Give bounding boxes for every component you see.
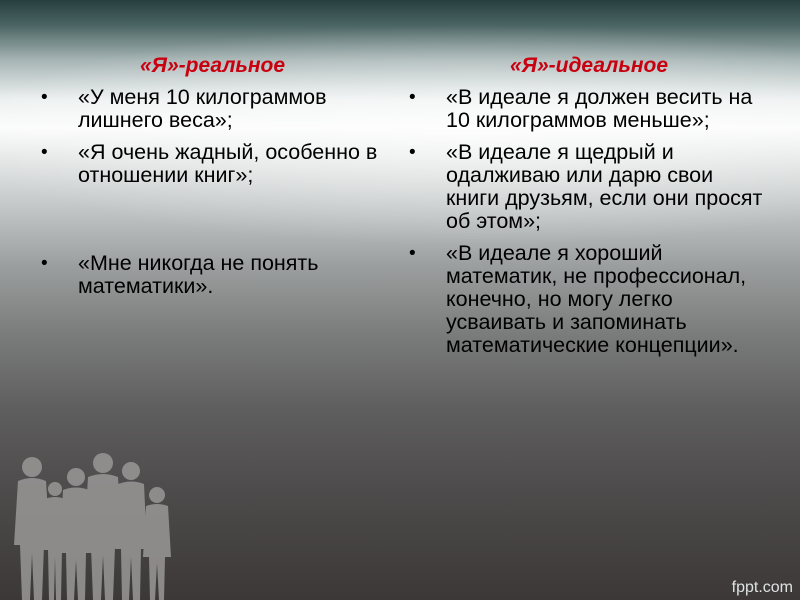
people-silhouettes-image bbox=[0, 445, 185, 600]
ideal-self-header: «Я»-идеальное bbox=[509, 54, 669, 77]
ideal-self-column bbox=[408, 52, 770, 366]
list-item: • «У меня 10 килограммов лишнего веса»; bbox=[40, 86, 385, 132]
real-self-column bbox=[40, 52, 385, 307]
real-self-list bbox=[40, 86, 385, 298]
ideal-self-list bbox=[408, 86, 770, 357]
list-item: • «В идеале я щедрый и одалживаю или дарю свои книги друзьям, если они просят об этом»; bbox=[408, 141, 770, 233]
real-self-header: «Я»-реальное bbox=[139, 54, 286, 77]
list-item: • «Мне никогда не понять математики». bbox=[40, 252, 385, 298]
list-item: • «Я очень жадный, особенно в отношении книг»; bbox=[40, 141, 385, 187]
list-item: • «В идеале я должен весить на 10 килограммов меньше»; bbox=[408, 86, 770, 132]
list-item: • «В идеале я хороший математик, не профессионал, конечно, но могу легко усваивать и запоминать математические концепции». bbox=[408, 242, 770, 357]
watermark: fppt.com bbox=[731, 579, 793, 596]
